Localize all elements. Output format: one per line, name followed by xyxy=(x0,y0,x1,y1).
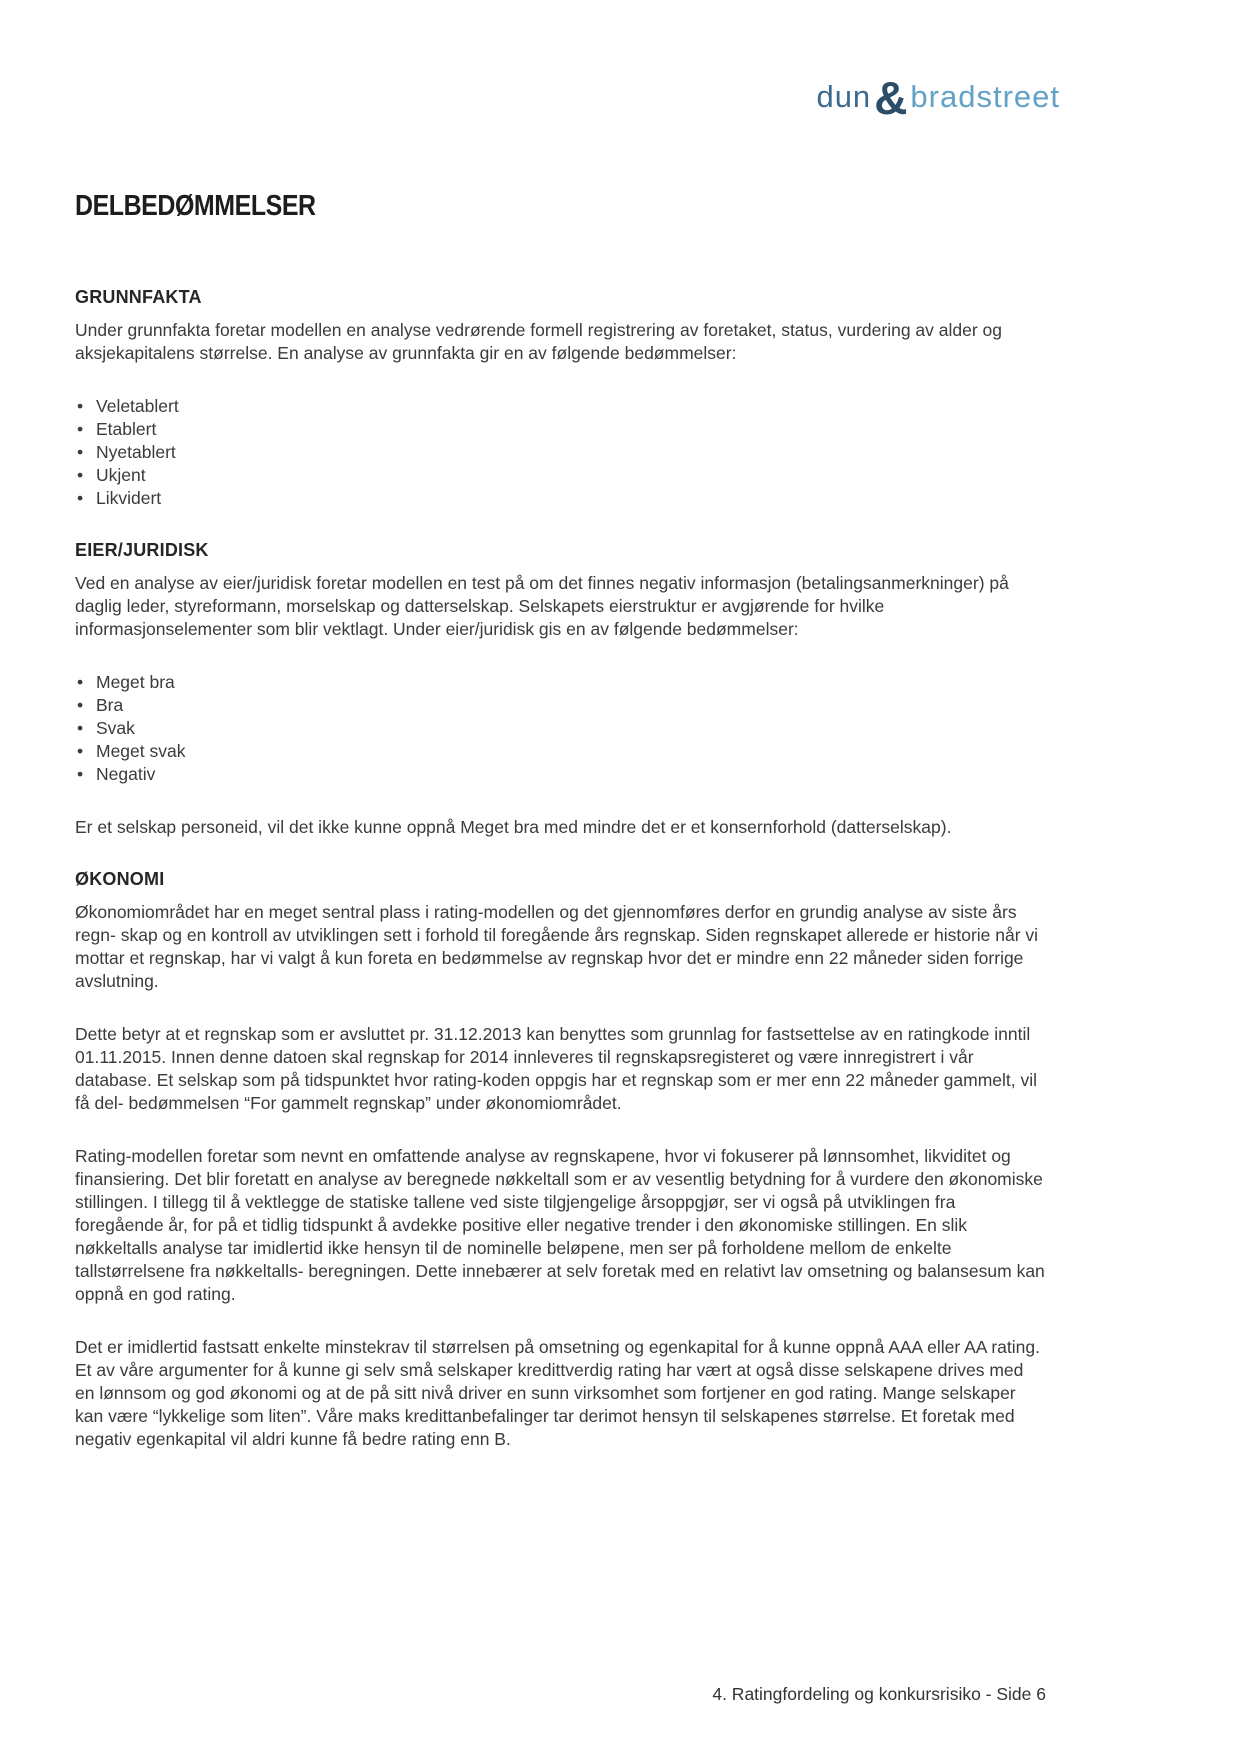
content-column xyxy=(75,190,1047,1481)
list-item: • Etablert xyxy=(75,418,1047,441)
okonomi-paragraph-2: Dette betyr at et regnskap som er avsluttet pr. 31.12.2013 kan benyttes som grunnlag for fastsettelse av en ratingkode inntil 01.11.2015. Innen denne datoen skal regnskap for 2014 innleveres til regnskapsregisteret og være innregistrert i vår database. Et selskap som på tidspunktet hvor rating-koden oppgis har et regnskap som er mer enn 22 måneder gammelt, vil få del- bedømmelsen “For gammelt regnskap” under økonomiområdet. xyxy=(75,1024,1038,1113)
grunnfakta-intro: Under grunnfakta foretar modellen en analyse vedrørende formell registrering av foretaket, status, vurdering av alder og aksjekapitalens størrelse. En analyse av grunnfakta gir en av følgende bedømmelser: xyxy=(75,320,1003,363)
logo-text-dun: dun xyxy=(816,79,872,114)
section-heading-grunnfakta: GRUNNFAKTA xyxy=(75,287,202,307)
list-item: • Negativ xyxy=(75,763,1047,786)
list-item: • Meget bra xyxy=(75,671,1047,694)
page-footer: 4. Ratingfordeling og konkursrisiko - Side 6 xyxy=(712,1684,1046,1704)
okonomi-paragraph-4: Det er imidlertid fastsatt enkelte minstekrav til størrelsen på omsetning og egenkapital for å kunne oppnå AAA eller AA rating. Et av våre argumenter for å kunne gi selv små selskaper kredittverdig rating har vært at også disse selskapene drives med en lønnsom og god økonomi og at de på sitt nivå driver en sunn virksomhet som fortjener en god rating. Mange selskaper kan være “lykkelige som liten”. Våre maks kredittanbefalinger tar derimot hensyn til selskapenes størrelse. Et foretak med negativ egenkapital vil aldri kunne få bedre rating enn B. xyxy=(75,1337,1040,1449)
section-heading-okonomi: ØKONOMI xyxy=(75,869,165,889)
logo-text-bradstreet: bradstreet xyxy=(910,79,1060,114)
okonomi-paragraph-3: Rating-modellen foretar som nevnt en omfattende analyse av regnskapene, hvor vi fokuserer på lønnsomhet, likviditet og finansiering. Det blir foretatt en analyse av beregnede nøkkeltall som er av vesentlig betydning for å vurdere den økonomiske stillingen. I tillegg til å vektlegge de statiske tallene ved siste tilgjengelige årsoppgjør, ser vi også på utviklingen fra foregående år, for på et tidlig tidspunkt å avdekke positive eller negative trender i den økonomiske stillingen. En slik nøkkeltalls analyse tar imidlertid ikke hensyn til de nominelle beløpene, men ser på forholdene mellom de enkelte tallstørrelsene fra nøkkeltalls- beregningen. Dette innebærer at selv foretak med en relativt lav omsetning og balansesum kan oppnå en god rating. xyxy=(75,1146,1045,1304)
eier-juridisk-intro: Ved en analyse av eier/juridisk foretar modellen en test på om det finnes negativ informasjon (betalingsanmerkninger) på daglig leder, styreformann, morselskap og datterselskap. Selskapets eierstruktur er avgjørende for hvilke informasjonselementer som blir vektlagt. Under eier/juridisk gis en av følgende bedømmelser: xyxy=(75,573,1009,639)
list-item: • Likvidert xyxy=(75,487,1047,510)
list-item: • Ukjent xyxy=(75,464,1047,487)
section-heading-eier-juridisk: EIER/JURIDISK xyxy=(75,540,209,560)
eier-juridisk-bullet-list xyxy=(75,671,1047,786)
list-item: • Bra xyxy=(75,694,1047,717)
list-item: • Svak xyxy=(75,717,1047,740)
dun-bradstreet-logo xyxy=(816,72,1060,124)
page-title: DELBEDØMMELSER xyxy=(75,190,316,222)
eier-juridisk-note: Er et selskap personeid, vil det ikke kunne oppnå Meget bra med mindre det er et konsernforhold (datterselskap). xyxy=(75,817,952,837)
list-item: • Nyetablert xyxy=(75,441,1047,464)
list-item: • Meget svak xyxy=(75,740,1047,763)
okonomi-paragraph-1: Økonomiområdet har en meget sentral plass i rating-modellen og det gjennomføres derfor en grundig analyse av siste års regn- skap og en kontroll av utviklingen sett i forhold til foregående års regnskap. Siden regnskapet allerede er historie når vi mottar et regnskap, har vi valgt å kun foreta en bedømmelse av regnskap hvor det er mindre enn 22 måneder siden forrige avslutning. xyxy=(75,902,1039,991)
list-item: • Veletablert xyxy=(75,395,1047,418)
logo-ampersand-icon: & xyxy=(874,72,909,124)
grunnfakta-bullet-list xyxy=(75,395,1047,510)
